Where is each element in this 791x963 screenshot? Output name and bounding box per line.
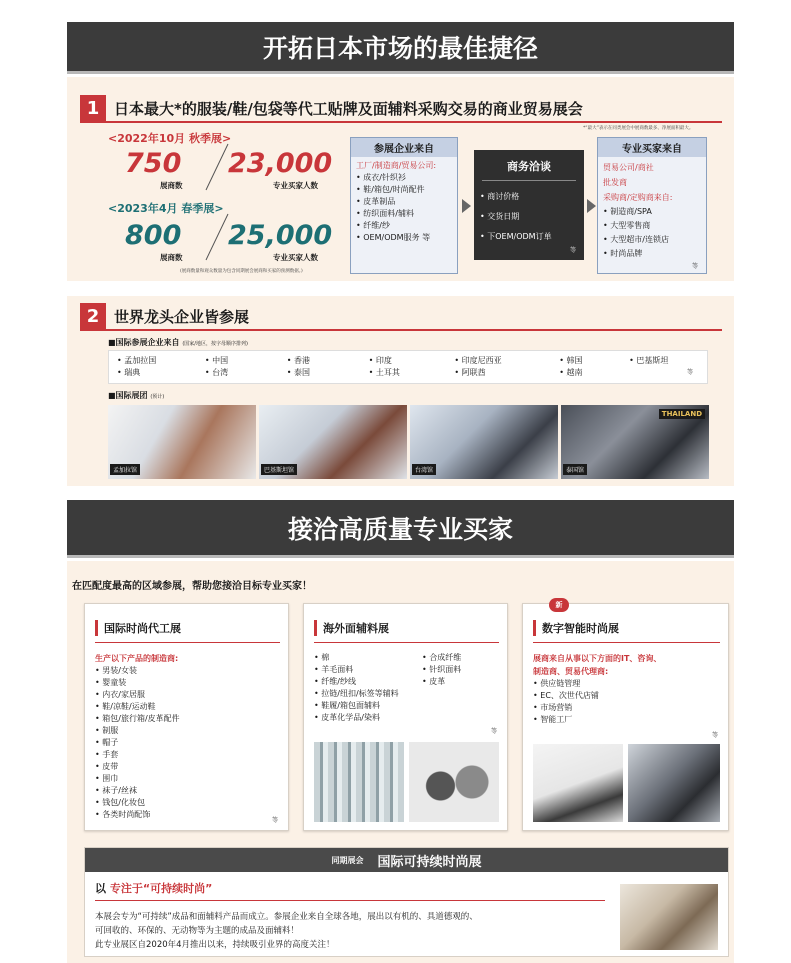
- buyers-red-line: 批发商: [603, 178, 627, 187]
- autumn-buyers: 23,000: [228, 148, 333, 179]
- list-item: • 供应链管理: [533, 679, 581, 688]
- sustain-heading-prefix: 以: [95, 882, 106, 895]
- list-item: • 下OEM/ODM订单: [480, 232, 552, 241]
- textile-photo-yarn: [409, 742, 499, 822]
- list-item: • 鞋/箱包/时尚配件: [356, 185, 425, 194]
- business-box: [474, 150, 584, 260]
- arrow-right-icon: [462, 199, 471, 213]
- country-row-1: [117, 355, 699, 367]
- sustain-header: [85, 848, 728, 872]
- list-item: • 拉链/纽扣/标签等辅料: [314, 689, 399, 698]
- banner-title-2-text: 接洽高质量专业买家: [287, 514, 513, 544]
- list-item: • 帽子: [95, 738, 119, 747]
- country-item: • 香港: [286, 356, 310, 365]
- section-1-title: 日本最大*的服装/鞋/包袋等代工贴牌及面辅料采购交易的商业贸易展会: [114, 100, 583, 118]
- new-badge: 新: [549, 598, 569, 612]
- list-item: • 时尚品牌: [603, 249, 643, 258]
- card-fashion-etc: 等: [271, 817, 278, 824]
- pavilion-caption: 巴基斯坦馆: [261, 464, 297, 475]
- sustain-tag: 同期展会: [331, 855, 364, 865]
- sustain-photo: [620, 884, 718, 950]
- list-item: • 交货日期: [480, 212, 520, 221]
- card-textile-title: 海外面辅料展: [314, 620, 507, 636]
- country-item: • 印度尼西亚: [454, 356, 502, 365]
- card-fashion-title: 国际时尚代工展: [95, 620, 288, 636]
- textile-photo-fabric: [314, 742, 404, 822]
- autumn-label: <2022年10月 秋季展>: [108, 132, 232, 145]
- card-textile: [303, 603, 508, 831]
- pavilion-photo-pakistan: [259, 405, 407, 479]
- section-2-title: 世界龙头企业皆参展: [114, 308, 250, 326]
- digital-photo-booth: [628, 744, 720, 822]
- pavilion-photo-thailand: [561, 405, 709, 479]
- card-digital: [522, 603, 729, 831]
- list-item: • 智能工厂: [533, 715, 573, 724]
- buyers-red-line: 贸易公司/商社: [603, 163, 654, 172]
- intl-label: [108, 337, 248, 348]
- intl-label-text: ■国际参展企业来自: [108, 338, 180, 347]
- sustain-box: [84, 847, 729, 957]
- banner-title-1: [67, 22, 734, 74]
- buyers-red-line: 采购商/定购商来自:: [603, 193, 673, 202]
- intro-text: 在匹配度最高的区域参展，帮助您接洽目标专业买家！: [72, 581, 312, 592]
- pavilion-photo-taiwan: [410, 405, 558, 479]
- list-item: • 纤维/纱线: [314, 677, 356, 686]
- sustain-title: 国际可持续时尚展: [377, 854, 482, 870]
- exhibitors-box: [350, 137, 458, 274]
- section-2-underline: [80, 329, 722, 331]
- list-item: • 制服: [95, 726, 119, 735]
- sustain-heading: [95, 880, 212, 896]
- list-item: • 各类时尚配饰: [95, 810, 151, 819]
- list-item: • 纤维/纱: [356, 221, 390, 230]
- pavilion-label-text: ■国际展团: [108, 391, 148, 400]
- spring-buyers: 25,000: [228, 220, 333, 251]
- list-item: • 皮带: [95, 762, 119, 771]
- sustain-heading-rule: [95, 900, 605, 901]
- list-item: • 商讨价格: [480, 192, 520, 201]
- stats-note: (展商数量和观众数量为包含同期展会展商和买家的预测数据。): [180, 269, 303, 274]
- country-item: • 孟加拉国: [117, 356, 157, 365]
- pavilion-caption: 泰国馆: [563, 464, 587, 475]
- country-item: • 越南: [559, 368, 583, 377]
- country-item: • 巴基斯坦: [629, 356, 669, 365]
- list-item: • 羊毛面料: [314, 665, 354, 674]
- list-item: • 围巾: [95, 774, 119, 783]
- list-item: • 大型零售商: [603, 221, 651, 230]
- list-item: • 鞋/凉鞋/运动鞋: [95, 702, 156, 711]
- pavilion-label: [108, 390, 164, 401]
- spring-exhibitors-label: 展商数: [160, 253, 183, 262]
- buyers-box-title: 专业买家来自: [598, 138, 706, 157]
- list-item: • EC、次世代店铺: [533, 691, 599, 700]
- country-item: • 台湾: [204, 368, 229, 377]
- list-item: • 手套: [95, 750, 119, 759]
- list-item: • 婴童装: [95, 678, 127, 687]
- list-item: • 钱包/化妆包: [95, 798, 145, 807]
- list-item: • 袜子/丝袜: [95, 786, 137, 795]
- section-1-number: 1: [80, 95, 106, 121]
- card-digital-subtitle: 展商来自从事以下方面的IT、咨询、: [533, 654, 662, 663]
- list-item: • 成衣/针织衫: [356, 173, 406, 182]
- card-digital-etc: 等: [711, 732, 718, 739]
- card-digital-rule: [533, 642, 720, 643]
- arrow-right-icon: [587, 199, 596, 213]
- list-item: • 市场营销: [533, 703, 573, 712]
- spring-label: <2023年4月 春季展>: [108, 202, 224, 215]
- list-item: • 大型超市/连锁店: [603, 235, 669, 244]
- buyers-box-etc: 等: [691, 263, 698, 270]
- pavilion-caption: 孟加拉馆: [110, 464, 140, 475]
- list-item: • OEM/ODM服务 等: [356, 233, 431, 242]
- list-item: • 针织面料: [422, 665, 462, 674]
- list-item: • 箱包/旅行箱/皮革配件: [95, 714, 180, 723]
- pavilion-note: (预计): [150, 394, 165, 400]
- exhibitors-box-title: 参展企业来自: [351, 138, 457, 157]
- card-digital-title: 数字智能时尚展: [533, 620, 728, 636]
- card-textile-etc: 等: [490, 728, 497, 735]
- card-fashion-subtitle: 生产以下产品的制造商:: [95, 654, 179, 663]
- list-item: • 鞋履/箱包面辅料: [314, 701, 380, 710]
- section-1-underline: [80, 121, 722, 123]
- country-item: • 瑞典: [117, 368, 141, 377]
- list-item: • 棉: [314, 653, 330, 662]
- sustain-line: 本展会专为“可持续”成品和面辅料产品而成立。参展企业来自全球各地，展出以有机的、具道德观的、: [95, 912, 478, 922]
- banner-title-1-text: 开拓日本市场的最佳捷径: [262, 33, 538, 63]
- sustain-line: 此专业展区自2020年4月推出以来，持续吸引业界的高度关注！: [95, 940, 335, 950]
- list-item: • 皮革: [422, 677, 446, 686]
- card-digital-subtitle: 制造商、贸易代理商:: [533, 667, 609, 676]
- pavilion-photo-bangladesh: [108, 405, 256, 479]
- thailand-sign: THAILAND: [659, 409, 705, 419]
- list-item: • 皮革化学品/染料: [314, 713, 380, 722]
- autumn-exhibitors: 750: [125, 148, 182, 179]
- intl-note: (国家/地区，按字母顺序排列): [182, 341, 248, 347]
- country-item: • 泰国: [286, 368, 310, 377]
- card-fashion: [84, 603, 289, 831]
- country-row-2: [117, 367, 699, 379]
- banner-title-2: [67, 500, 734, 558]
- spring-buyers-label: 专业买家人数: [273, 253, 318, 262]
- country-list: [108, 350, 708, 384]
- business-box-title: 商务洽谈: [482, 150, 576, 181]
- list-item: • 合成纤维: [422, 653, 462, 662]
- country-item: • 中国: [204, 356, 229, 365]
- country-item: • 土耳其: [368, 368, 400, 377]
- digital-photo-shoe: [533, 744, 623, 822]
- list-item: • 男装/女装: [95, 666, 137, 675]
- country-etc: 等: [686, 369, 693, 376]
- exhibitors-box-subtitle: 工厂/制造商/贸易公司:: [356, 161, 437, 170]
- autumn-buyers-label: 专业买家人数: [273, 181, 318, 190]
- card-fashion-rule: [95, 642, 280, 643]
- list-item: • 皮革制品: [356, 197, 396, 206]
- country-item: • 印度: [368, 356, 392, 365]
- list-item: • 内衣/家居服: [95, 690, 145, 699]
- section-1-footnote: *“最大”表示在同类展会中展商数最多、净展面积最大。: [583, 126, 694, 131]
- spring-exhibitors: 800: [125, 220, 182, 251]
- autumn-exhibitors-label: 展商数: [160, 181, 183, 190]
- business-box-etc: 等: [569, 247, 576, 254]
- sustain-heading-highlight: 专注于“可持续时尚”: [109, 882, 213, 895]
- pavilion-caption: 台湾馆: [412, 464, 436, 475]
- sustain-line: 可回收的、环保的、无动物等为主题的成品及面辅料！: [95, 926, 300, 936]
- country-item: • 阿联酋: [454, 368, 486, 377]
- list-item: • 制造商/SPA: [603, 207, 652, 216]
- country-item: • 韩国: [559, 356, 583, 365]
- card-textile-rule: [314, 642, 499, 643]
- buyers-box: [597, 137, 707, 274]
- section-2-number: 2: [80, 303, 106, 329]
- list-item: • 纺织面料/辅料: [356, 209, 414, 218]
